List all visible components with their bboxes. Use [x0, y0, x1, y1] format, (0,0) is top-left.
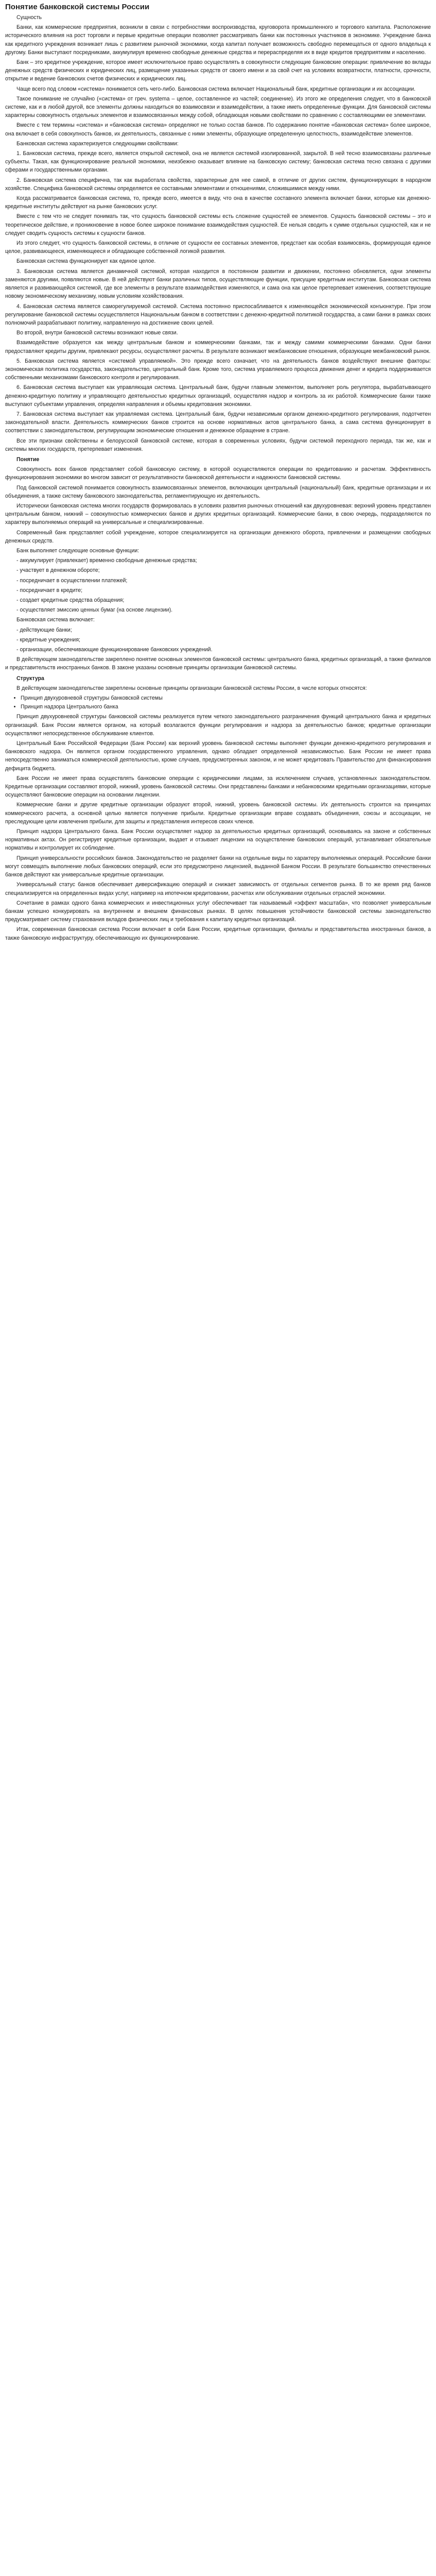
paragraph: Банк России не имеет права осуществлять банковские операции с юридическими лицами, за исключением случаев, установленных законодательством. Кредитные организации составляют второй, нижний, уровень банковской системы. Они представлены банками и небанковскими кредитными организациями, которые осуществляют банковские операции на основании лицензии.: [5, 775, 431, 799]
paragraph: Чаще всего под словом «система» понимается сеть чего-либо. Банковская система включает Национальный банк, кредитные организации и их ассоциации.: [16, 86, 416, 92]
paragraph: - посредничает в кредите;: [16, 587, 83, 594]
paragraph: В действующем законодательстве закреплено понятие основных элементов банковской системы: центрального банка, кредитных организаций, а также филиалов и представительств иностранных банков. В законе указаны основные принципы организации банковской системы.: [5, 656, 431, 671]
paragraph: Принцип двухуровневой структуры банковской системы реализуется путем четкого законодательного разграничения функций центрального банка и кредитных организаций. Банк России является органом, на который возлагаются функции регулирования и надзора за деятельностью банков; кредитные организации осуществляют непосредственное обслуживание клиентов.: [5, 714, 431, 737]
paragraph: 2. Банковская система специфична, так как выработала свойства, характерные для нее самой, в отличие от других систем, функционирующих в народном хозяйстве. Специфика банковской системы определяется ее составными элементами и отношениями, сложившимися между ними.: [5, 177, 431, 192]
section-heading: Понятие: [16, 456, 40, 463]
paragraph: 4. Банковская система является саморегулируемой системой. Система постоянно приспосабливается к изменяющейся экономической конъюнктуре. При этом регулирование банковской системы осуществляется Национальным банком в соответствии с денежно-кредитной политикой государства, а сами банки в рамках своих полномочий разрабатывают политику, направленную на достижение своих целей.: [5, 303, 431, 326]
paragraph: Центральный Банк Российской Федерации (Банк России) как верхний уровень банковской системы выполняет функции денежно-кредитного регулирования и банковского надзора. Он является органом государственного управления, однако обладает определенной независимостью. Банк России не имеет права непосредственно заниматься коммерческой деятельностью, кроме случаев, предусмотренных законом, и не может кредитовать Правительство для финансирования дефицита бюджета.: [5, 740, 431, 772]
paragraph: 1. Банковская система, прежде всего, является открытой системой, она не является системой изолированной, закрытой. В ней тесно взаимосвязаны различные субъекты. Такая, как функционирование реальной экономики, неизбежно оказывает влияние на банковскую систему; банковская система тесно связана с другими сферами и государственными органами.: [5, 150, 431, 174]
paragraph: Универсальный статус банков обеспечивает диверсификацию операций и снижает зависимость от отдельных сегментов рынка. В то же время ряд банков специализируется на определенных видах услуг, например на ипотечном кредитовании, расчетах или обслуживании отдельных отраслей экономики.: [5, 882, 431, 896]
paragraph: - аккумулирует (привлекает) временно свободные денежные средства;: [16, 557, 197, 564]
bullet-list: [5, 694, 431, 711]
paragraph: Сочетание в рамках одного банка коммерческих и инвестиционных услуг обеспечивает так называемый «эффект масштаба», что позволяет универсальным банкам успешно конкурировать на внутреннем и внешнем финансовых рынках. В целях повышения устойчивости банковской системы законодательство предусматривает систему страхования вкладов физических лиц и требования к капиталу кредитных организаций.: [5, 900, 431, 923]
paragraph: Банки, как коммерческие предприятия, возникли в связи с потребностями воспроизводства, круговорота промышленного и торгового капитала. Расположение исторического влияния на рост торговли и первые кредитные операции позволяет рассматривать банки как постоянных участников в экономике. Учреждение банка как кредитного учреждения возникает лишь с развитием рыночной экономики, когда капитал получает возможность свободно перемещаться от одного владельца к другому. Банки выступают посредниками, аккумулируя временно свободные денежные средства и перераспределяя их в виде кредитов предприятиям и населению.: [5, 24, 431, 56]
paragraph: Когда рассматривается банковская система, то, прежде всего, имеется в виду, что она в качестве составного элемента включает банки, которые как денежно-кредитные институты действуют на рынке банковских услуг.: [5, 195, 431, 210]
paragraph: Коммерческие банки и другие кредитные организации образуют второй, нижний, уровень банковской системы. Их деятельность строится на принципах коммерческого расчета, а основной целью является получение прибыли. Кредитные организации вправе создавать объединения, союзы и ассоциации, не преследующие цели извлечения прибыли, для защиты и представления интересов своих членов.: [5, 802, 431, 825]
paragraph: Принцип надзора Центрального банка. Банк России осуществляет надзор за деятельностью кредитных организаций, основываясь на законе и собственных нормативных актах. Он регистрирует кредитные организации, выдает и отзывает лицензии на осуществление банковских операций, устанавливает обязательные нормативы и контролирует их соблюдение.: [5, 828, 431, 852]
paragraph: Итак, современная банковская система России включает в себя Банк России, кредитные организации, филиалы и представительства иностранных банков, а также банковскую инфраструктуру, обеспечивающую их функционирование.: [5, 926, 431, 941]
paragraph: Сущность: [16, 14, 42, 21]
paragraph: Современный банк представляет собой учреждение, которое специализируется на организации денежного оборота, привлечении и размещении свободных денежных средств.: [5, 529, 431, 544]
page-title: Понятие банковской системы России: [5, 3, 150, 11]
paragraph: Банковская система включает:: [16, 617, 95, 623]
paragraph: Такое понимание не случайно («система» от греч. systema – целое, составленное из частей; соединение). Из этого же определения следует, что в банковской системе, как и в любой другой, все элементы должны находиться во взаимосвязи и взаимодействии, а также иметь определенные функции. Для банковской системы характерны совокупность отдельных элементов и взаимосвязанных между собой, обладающая новыми свойствами по сравнению с составляющими ее элементами.: [5, 95, 431, 119]
paragraph: Банковская система функционирует как единое целое.: [16, 258, 156, 265]
paragraph: Вместе с тем термины «система» и «банковская система» определяют не только состав банков. По содержанию понятие «банковская система» более широкое, она включает в себя совокупность банков, их деятельность, связанные с ними элементы, образующие определенную целостность, взаимодействие элементов.: [5, 122, 431, 137]
paragraph: Из этого следует, что сущность банковской системы, в отличие от сущности ее составных элементов, предстает как особая взаимосвязь, формирующая единое целое, развивающееся, изменяющееся и обладающее собственной логикой развития.: [5, 240, 431, 255]
paragraph: Во второй, внутри банковской системы возникают новые связи.: [16, 330, 178, 336]
paragraph: - создает кредитные средства обращения;: [16, 597, 125, 603]
paragraph: - осуществляет эмиссию ценных бумаг (на основе лицензии).: [16, 607, 173, 614]
paragraph: - посредничает в осуществлении платежей;: [16, 577, 128, 584]
paragraph: - действующие банки;: [16, 626, 72, 633]
list-item: • Принцип надзора Центрального банка: [21, 703, 431, 711]
paragraph: Взаимодействие образуется как между центральным банком и коммерческими банками, так и между самими коммерческими банками. Одни банки предоставляют кредиты другим, привлекают ресурсы, осуществляют расчеты. В результате возникают межбанковские отношения, образующие межбанковский рынок.: [5, 340, 431, 354]
paragraph: Банк – это кредитное учреждение, которое имеет исключительное право осуществлять в совокупности следующие банковские операции: привлечение во вклады денежных средств физических и юридических лиц, размещение указанных средств от своего имени и за свой счет на условиях возвратности, платности, срочности, открытие и ведение банковских счетов физических и юридических лиц.: [5, 59, 431, 82]
list-item: • Принцип двухуровневой структуры банковской системы: [21, 694, 431, 702]
paragraph: Банк выполняет следующие основные функции:: [16, 547, 139, 554]
paragraph: 5. Банковская система является «системой управляемой». Это прежде всего означает, что на деятельность банков воздействуют внешние факторы: экономическая политика государства, законодательство, центральный банк. Кроме того, система управляемого процесса движения денег и кредита поддерживается собственными механизмами банковского контроля и регулирования.: [5, 358, 431, 381]
paragraph: Исторически банковская система многих государств формировалась в условиях развития рыночных отношений как двухуровневая: верхний уровень представлен центральным банком, нижний – совокупностью коммерческих банков и других кредитных организаций. Коммерческие банки, в свою очередь, подразделяются по характеру выполняемых операций на универсальные и специализированные.: [5, 502, 431, 526]
document-body: [5, 13, 431, 942]
paragraph: Банковская система характеризуется следующими свойствами:: [16, 140, 179, 147]
paragraph: 6. Банковская система выступает как управляющая система. Центральный банк, будучи главным элементом, выполняет роль регулятора, вырабатывающего денежно-кредитную политику и управляющего деятельностью кредитных организаций, осуществляя надзор и контроль за их работой. Коммерческие банки также выступают субъектами управления, определяя направления и объемы кредитования экономики.: [5, 384, 431, 408]
section-heading: Структура: [16, 675, 44, 682]
paragraph: В действующем законодательстве закреплены основные принципы организации банковской системы России, в числе которых относятся:: [16, 685, 367, 691]
paragraph: Совокупность всех банков представляет собой банковскую систему, в которой осуществляются операции по кредитованию и расчетам. Эффективность функционирования экономики во многом зависит от результативности банковской деятельности и надежности банковской системы.: [5, 466, 431, 481]
paragraph: - участвует в денежном обороте;: [16, 567, 100, 574]
paragraph: - организации, обеспечивающие функционирование банковских учреждений.: [16, 647, 213, 653]
paragraph: Все эти признаки свойственны и белорусской банковской системе, которая в современных условиях, будучи системой переходного периода, так же, как и системы многих государств, претерпевает изменения.: [5, 437, 431, 452]
paragraph: 7. Банковская система выступает как управляемая система. Центральный банк, будучи независимым органом денежно-кредитного регулирования, подотчетен законодательной власти. Деятельность коммерческих банков строится на основе нормативных актов центрального банка, а сама система функционирует в соответствии с законодательством, регулирующим экономические отношения и денежное обращение в стране.: [5, 411, 431, 434]
paragraph: Принцип универсальности российских банков. Законодательство не разделяет банки на отдельные виды по характеру выполняемых операций. Российские банки могут совмещать выполнение любых банковских операций, если это предусмотрено лицензией, выданной Банком России. В результате большинство отечественных банков действуют как универсальные кредитные организации.: [5, 855, 431, 878]
paragraph: - кредитные учреждения;: [16, 636, 80, 643]
paragraph: Вместе с тем что не следует понимать так, что сущность банковской системы есть сложение сущностей ее элементов. Сущность банковской системы – это и теоретическое действие, и проникновение в новое более широкое понимание взаимодействия сущностей. Ее нельзя сводить к сумме отдельных сущностей, как и не следует сводить сущность системы к сущности банков.: [5, 213, 431, 236]
paragraph: 3. Банковская система является динамичной системой, которая находится в постоянном развитии и движении, постоянно обновляется, одни элементы заменяются другими, появляются новые. В ней действуют банки различных типов, осуществляющие функции, присущие кредитным институтам. Банковская система является и развивающейся системой, где все элементы в результате взаимодействия изменяются, и сама она как целое претерпевает изменения, соответствующие новому экономическому механизму, новым условиям хозяйствования.: [5, 268, 431, 300]
paragraph: Под банковской системой понимается совокупность взаимосвязанных элементов, включающих центральный (национальный) банк, кредитные организации и их объединения, а также систему банковского законодательства, регламентирующую их деятельность.: [5, 484, 431, 499]
